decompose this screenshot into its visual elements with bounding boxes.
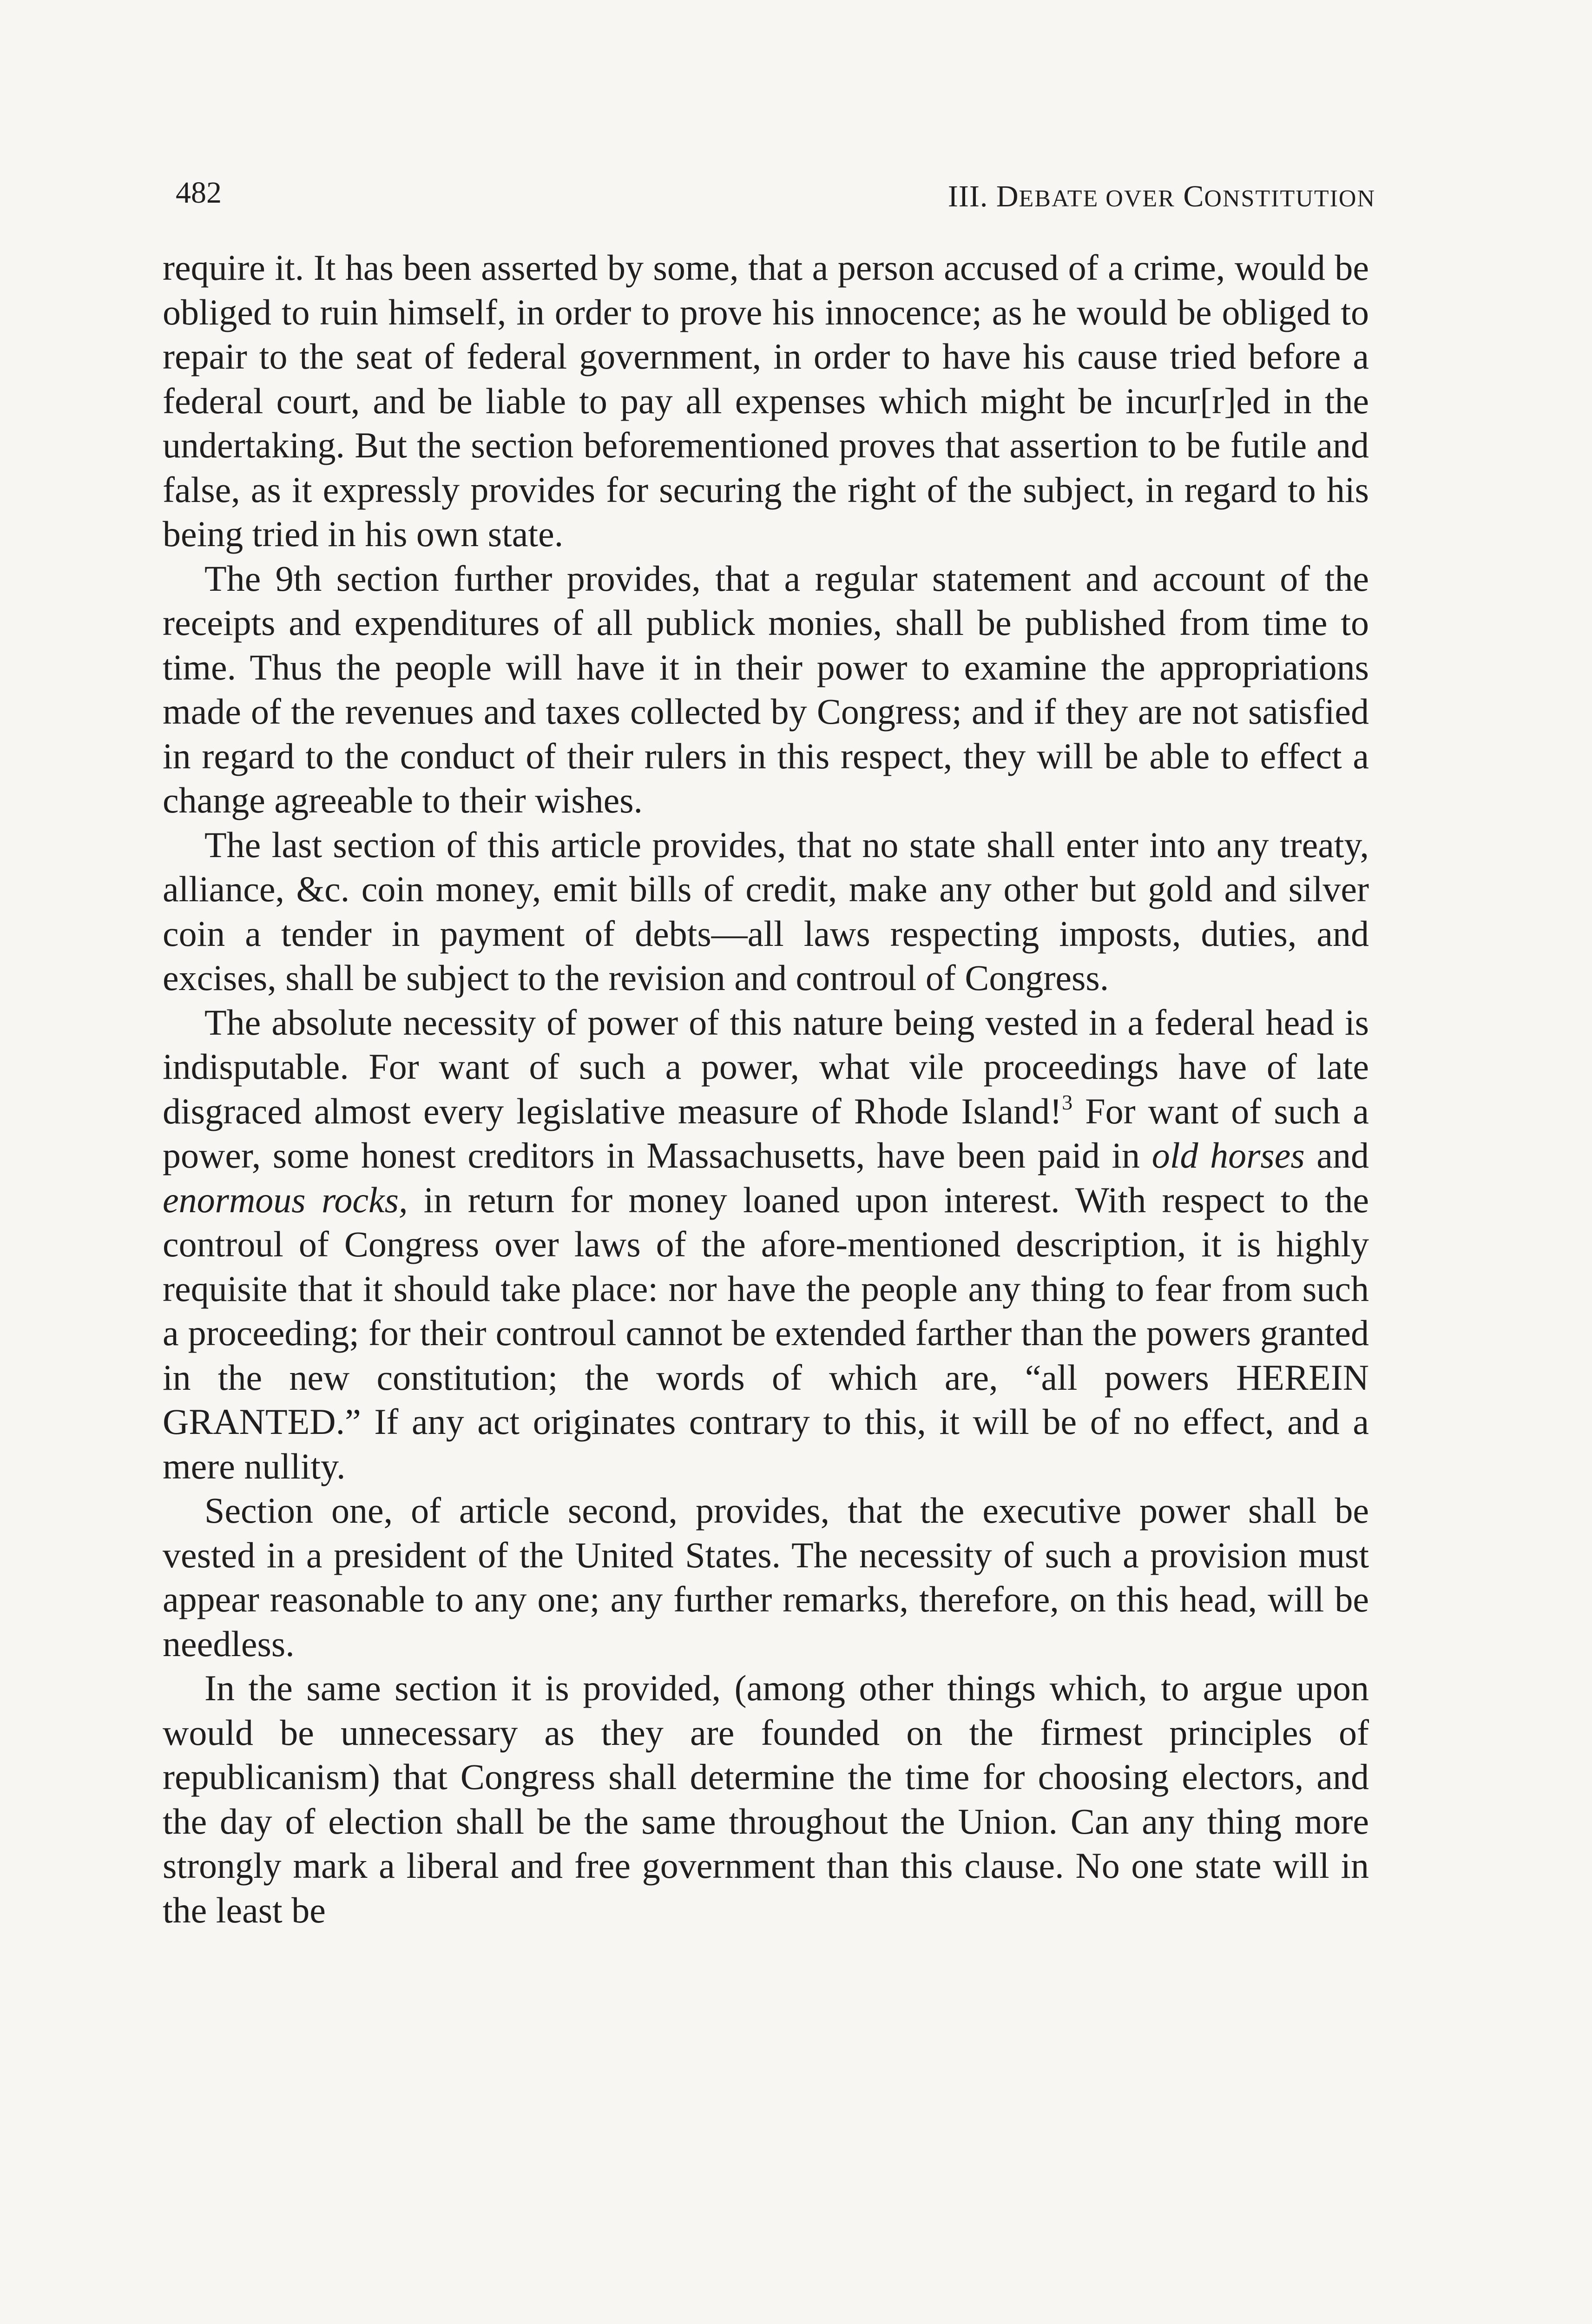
paragraph-2: The 9th section further provides, that a regular statement and account of the receipts and expenditures of all publick monies, shall be published from time to time. Thus the people will have it in their power to examine the appropriations made of the revenues and taxes collected by Congress; and if they are not satisfied in regard to the conduct of their rulers in this respect, they will be able to effect a change agreeable to their wishes. <box>163 558 1369 820</box>
book-page <box>163 167 1375 1932</box>
paragraph-1: require it. It has been asserted by some, that a person accused of a crime, would be obliged to ruin himself, in order to prove his innocence; as he would be obliged to repair to the seat of federal government, in order to have his cause tried before a federal court, and be liable to pay all expenses which might be incur[r]ed in the undertaking. But the section beforementioned proves that assertion to be futile and false, as it expressly provides for securing the right of the subject, in regard to his being tried in his own state. <box>163 247 1369 554</box>
page-number: 482 <box>176 176 222 210</box>
paragraph-4-text-c: and <box>1304 1135 1369 1175</box>
section-title-initial: C <box>1175 179 1204 213</box>
section-title-smallcaps-1: EBATE OVER <box>1019 185 1175 212</box>
italic-enormous-rocks: enormous rocks, <box>163 1179 408 1220</box>
footnote-marker: 3 <box>1062 1090 1073 1114</box>
paragraph-4-text-a: The absolute necessity of power of this nature being vested in a federal head is indisputable. For want of such a power, what vile proceedings have of late disgraced almost every legislative measure of Rhode Island! <box>163 1002 1369 1131</box>
italic-old-horses: old horses <box>1151 1135 1305 1175</box>
paragraph-4 <box>163 1000 1369 1489</box>
section-title-numeral: III. D <box>947 179 1019 213</box>
paragraph-3: The last section of this article provides, that no state shall enter into any treaty, alliance, &c. coin money, emit bills of credit, make any other but gold and silver coin a tender in payment of debts—all laws respecting imposts, duties, and excises, shall be subject to the revision and controul of Congress. <box>163 824 1369 998</box>
paragraph-4-text-d: in return for money loaned upon interest. With respect to the controul of Congress over laws of the afore-mentioned description, it is highly requisite that it should take place: nor have the people any thing to fear from such a proceeding; for their controul cannot be extended farther than the powers granted in the new constitution; the words of which are, “all powers HEREIN GRANTED.” If any act originates contrary to this, it will be of no effect, and a mere nullity. <box>163 1179 1369 1486</box>
paragraph-6: In the same section it is provided, (among other things which, to argue upon would be unnecessary as they are founded on the firmest principles of republicanism) that Congress shall determine the time for choosing electors, and the day of election shall be the same throughout the Union. Can any thing more strongly mark a liberal and free government than this clause. No one state will in the least be <box>163 1668 1369 1930</box>
section-title-smallcaps-2: ONSTITUTION <box>1204 185 1375 212</box>
body-text <box>163 245 1369 1932</box>
paragraph-4-text-b: For want of such a power, some honest creditors in Massachusetts, have been paid in <box>163 1090 1369 1175</box>
running-head <box>163 167 1375 218</box>
paragraph-5: Section one, of article second, provides, that the executive power shall be vested in a president of the United States. The necessity of such a provision must appear reasonable to any one; any further remarks, therefore, on this head, will be needless. <box>163 1490 1369 1664</box>
section-title <box>948 171 1375 224</box>
